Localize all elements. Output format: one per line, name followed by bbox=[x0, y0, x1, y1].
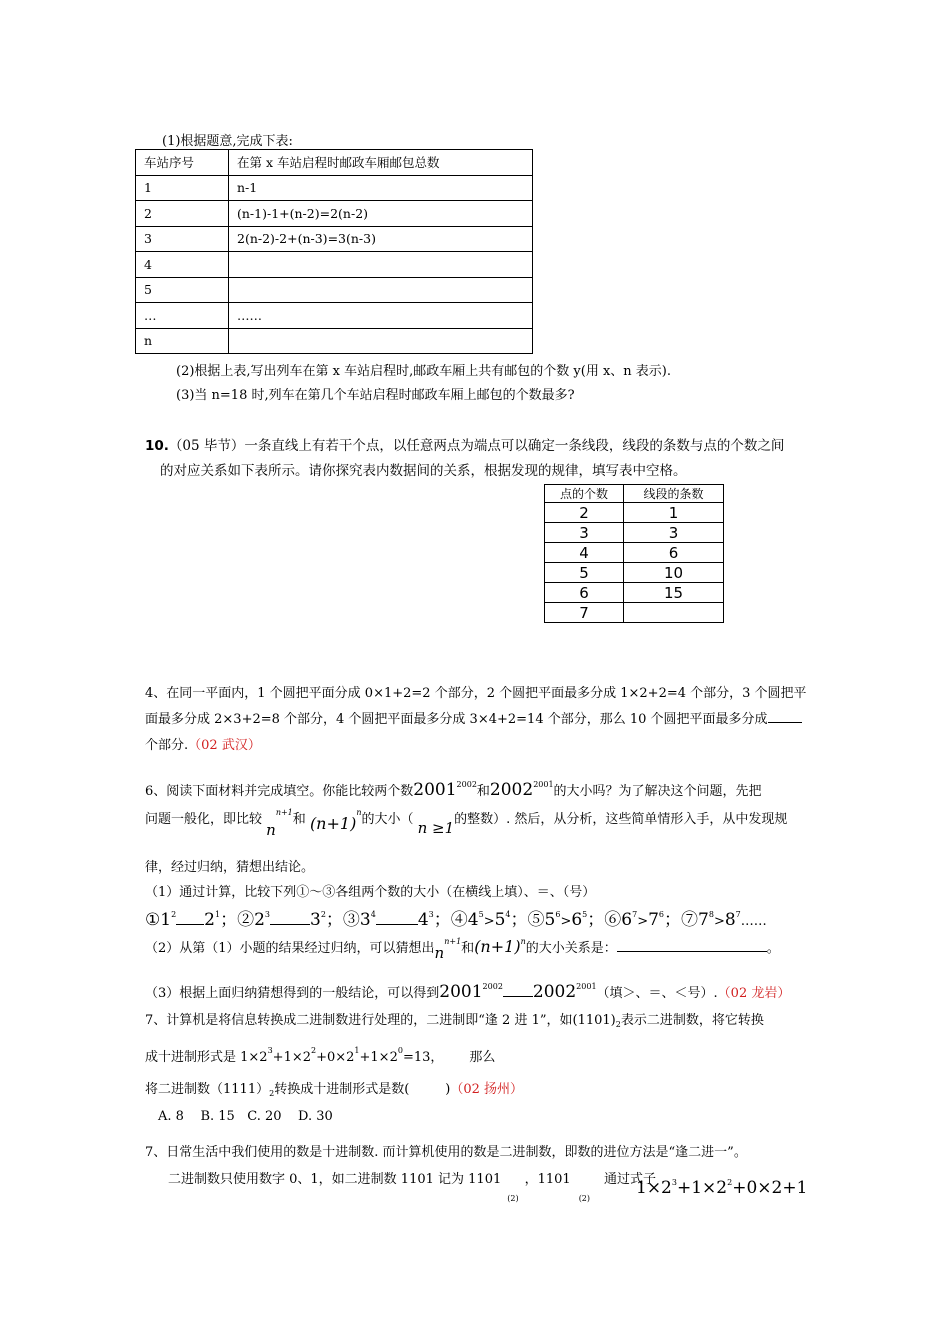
q6-part1: （1）通过计算，比较下列①～③各组两个数的大小（在横线上填）、＝、（号） bbox=[145, 885, 596, 900]
comparison-3 bbox=[325, 910, 434, 930]
table-row bbox=[136, 303, 533, 329]
table-cell: 5 bbox=[545, 563, 624, 583]
table-header-cell: 车站序号 bbox=[136, 150, 229, 176]
q7b-sub1: (2) bbox=[507, 1194, 519, 1203]
comparison-7 bbox=[664, 910, 741, 930]
table-cell: 7 bbox=[545, 603, 624, 623]
table-cell: n bbox=[136, 328, 229, 354]
q7b-fe2: 2 bbox=[727, 1178, 733, 1187]
c4-right-exp: 4 bbox=[505, 910, 511, 919]
table-cell bbox=[229, 328, 533, 354]
c6-gt: > bbox=[637, 914, 649, 929]
c4-exp: 5 bbox=[478, 910, 484, 919]
q7a-line2-b: +1×2 bbox=[272, 1050, 311, 1065]
q7a-line2-d: +1×2 bbox=[359, 1050, 398, 1065]
q6-line3: 律，经过归纳，猜想出结论。 bbox=[145, 860, 315, 875]
table-cell: n-1 bbox=[229, 175, 533, 201]
table-cell: 1 bbox=[624, 503, 724, 523]
c1-right-exp: 1 bbox=[214, 910, 221, 919]
q6-and: 和 bbox=[476, 784, 490, 799]
q6-p3-exp1: 2002 bbox=[482, 982, 503, 991]
c4-base: ；④4 bbox=[433, 910, 479, 930]
comparison-6 bbox=[587, 910, 665, 930]
c7-right: 8 bbox=[724, 910, 736, 930]
c3-right-exp: 3 bbox=[428, 910, 434, 919]
q7a-line2-c: +0×2 bbox=[316, 1050, 355, 1065]
q6-source: （02 龙岩） bbox=[717, 986, 791, 1001]
c5-right: 6 bbox=[571, 910, 583, 930]
q6-exp2: 2001 bbox=[533, 780, 554, 789]
q7a-line3 bbox=[145, 1078, 523, 1097]
q7b-comma: ，1101 bbox=[524, 1172, 571, 1187]
q7a-line3-sub: 2 bbox=[269, 1089, 275, 1098]
q9-part1: (1)根据题意,完成下表: bbox=[162, 134, 293, 149]
c6-right-exp: 6 bbox=[658, 910, 665, 919]
c7-exp: 8 bbox=[708, 910, 714, 919]
table-cell: 1 bbox=[136, 175, 229, 201]
q7a-line3-a: 将二进制数（1111） bbox=[145, 1082, 270, 1097]
q6-n1paren: (n+1) bbox=[309, 814, 357, 833]
c3-exp: 4 bbox=[370, 910, 376, 919]
c2-right: 3 bbox=[310, 910, 321, 930]
c4-gt: > bbox=[483, 914, 495, 929]
q6-part2-blank[interactable] bbox=[617, 951, 767, 952]
table-cell: 3 bbox=[624, 523, 724, 543]
table-row bbox=[545, 603, 724, 623]
c-ellipsis: …… bbox=[740, 914, 767, 929]
q4-line1: 4、在同一平面内，1 个圆把平面分成 0×1+2=2 个部分，2 个圆把平面最多分成 1×2+2=4 个部分，3 个圆把平 bbox=[145, 686, 807, 701]
c5-gt: > bbox=[560, 914, 572, 929]
table-row bbox=[545, 583, 724, 603]
q7b-formula bbox=[636, 1178, 807, 1198]
q6-p3-exp2: 2001 bbox=[576, 982, 597, 991]
q7b-line2-b: 通过式子 bbox=[604, 1172, 657, 1187]
points-segments-table bbox=[544, 484, 724, 623]
table-header-cell: 在第 x 车站启程时邮政车厢邮包总数 bbox=[229, 150, 533, 176]
c5-base: ；⑤5 bbox=[510, 910, 556, 930]
c6-exp: 7 bbox=[632, 910, 638, 919]
q7a-line1-tail: 表示二进制数，将它转换 bbox=[620, 1013, 764, 1028]
table-cell: 6 bbox=[545, 583, 624, 603]
q10-text1: （05 毕节）一条直线上有若干个点，以任意两点为端点可以确定一条线段，线段的条数与点的个数之间 bbox=[168, 438, 785, 454]
c3-right: 4 bbox=[417, 910, 429, 930]
c5-exp: 6 bbox=[555, 910, 561, 919]
q7a-line2-a: 成十进制形式是 1×2 bbox=[145, 1050, 268, 1065]
table-cell: 2 bbox=[545, 503, 624, 523]
comparison-3-blank[interactable] bbox=[376, 924, 418, 925]
q4-line3-text: 个部分. bbox=[145, 738, 189, 753]
c5-right-exp: 5 bbox=[582, 910, 588, 919]
q6-part3-blank[interactable] bbox=[503, 996, 533, 997]
table-row bbox=[136, 277, 533, 303]
table-cell bbox=[229, 277, 533, 303]
q7a-line2 bbox=[145, 1046, 495, 1065]
table-cell: (n-1)-1+(n-2)=2(n-2) bbox=[229, 201, 533, 227]
q6-line1 bbox=[145, 780, 762, 800]
table-cell: 2(n-2)-2+(n-3)=3(n-3) bbox=[229, 226, 533, 252]
q7a-e2: 2 bbox=[311, 1046, 317, 1055]
c7-base: ；⑦7 bbox=[664, 910, 709, 930]
q6-line2-text: 问题一般化，即比较 bbox=[145, 812, 263, 827]
q7b-formula-c: +0×2+1 bbox=[732, 1178, 808, 1198]
table-cell: 3 bbox=[136, 226, 229, 252]
comparison-2 bbox=[220, 910, 326, 930]
table-header-cell: 线段的条数 bbox=[624, 485, 724, 503]
table-cell: 10 bbox=[624, 563, 724, 583]
q6-line1-tail: 的大小吗？为了解决这个问题，先把 bbox=[553, 784, 762, 799]
q10-line1 bbox=[145, 434, 784, 454]
table-header-row bbox=[136, 150, 533, 176]
q7a-e1: 1 bbox=[354, 1046, 360, 1055]
q7a-options: A. 8 B. 15 C. 20 D. 30 bbox=[158, 1109, 333, 1124]
table-row bbox=[136, 175, 533, 201]
q6-line2-tail: 的整数）. 然后，从分析，这些简单情形入手，从中发现规 bbox=[454, 812, 788, 827]
table-row bbox=[136, 328, 533, 354]
table-row bbox=[545, 563, 724, 583]
q7b-formula-b: +1×2 bbox=[676, 1178, 728, 1198]
table-cell bbox=[624, 603, 724, 623]
table-row bbox=[136, 226, 533, 252]
q6-p2-and: 和 bbox=[461, 941, 475, 956]
q6-and2: 和 bbox=[292, 812, 306, 827]
q10-line2: 的对应关系如下表所示。请你探究表内数据间的关系，根据发现的规律，填写表中空格。 bbox=[160, 463, 687, 479]
q7a-e3: 3 bbox=[267, 1046, 273, 1055]
q6-part3-text: （3）根据上面归纳猜想得到的一般结论，可以得到 bbox=[145, 986, 440, 1001]
table-row bbox=[545, 503, 724, 523]
q7a-line2-e: =13， bbox=[402, 1050, 444, 1065]
q6-p3-base2: 2002 bbox=[532, 982, 577, 1002]
q6-part2-period: 。 bbox=[766, 941, 780, 956]
table-cell: 5 bbox=[136, 277, 229, 303]
q6-base2: 2002 bbox=[489, 780, 534, 800]
q7b-formula-a: 1×2 bbox=[636, 1178, 672, 1198]
c1-exp: 2 bbox=[171, 910, 177, 919]
q4-line2 bbox=[145, 708, 802, 727]
q4-source: （02 武汉） bbox=[188, 738, 261, 753]
q7a-source: （02 扬州） bbox=[450, 1082, 524, 1097]
c1-right: 2 bbox=[204, 910, 215, 930]
table-row bbox=[545, 523, 724, 543]
q7b-line2-a: 二进制数只使用数字 0、1，如二进制数 1101 记为 1101 bbox=[168, 1172, 502, 1187]
table-row bbox=[545, 543, 724, 563]
comparison-1-blank[interactable] bbox=[176, 924, 204, 925]
table-row bbox=[136, 252, 533, 278]
q9-part3: (3)当 n=18 时,列车在第几个车站启程时邮政车厢上邮包的个数最多? bbox=[176, 388, 575, 403]
table-cell: 4 bbox=[545, 543, 624, 563]
q6-p2-n-exp: n bbox=[520, 937, 526, 946]
c1-base: ①1 bbox=[145, 910, 172, 930]
q9-part2: (2)根据上表,写出列车在第 x 车站启程时,邮政车厢上共有邮包的个数 y(用 x、n 表示). bbox=[176, 364, 671, 379]
q7b-line1: 7、日常生活中我们使用的数是十进制数. 而计算机使用的数是二进制数，即数的进位方法是“逢二进一”。 bbox=[145, 1145, 747, 1160]
q7a-sub2: 2 bbox=[615, 1020, 621, 1029]
q4-answer-blank[interactable] bbox=[768, 722, 802, 723]
table-cell: … bbox=[136, 303, 229, 329]
q6-n: n bbox=[266, 821, 276, 839]
q6-comparisons bbox=[145, 905, 767, 930]
c2-right-exp: 2 bbox=[320, 910, 326, 919]
q7a-line1 bbox=[145, 1009, 764, 1028]
q7b-sub2: (2) bbox=[578, 1194, 591, 1203]
q6-condition: n ≥1 bbox=[417, 819, 455, 837]
q6-p2-np1: n+1 bbox=[444, 937, 462, 946]
table-cell: 2 bbox=[136, 201, 229, 227]
q4-line2-text: 面最多分成 2×3+2=8 个部分，4 个圆把平面最多分成 3×4+2=14 个部分，那么 10 个圆把平面最多分成 bbox=[145, 712, 768, 727]
q7a-line1-text: 7、计算机是将信息转换成二进制数进行处理的，二进制即“逢 2 进 1”，如(1101) bbox=[145, 1013, 616, 1028]
q7a-line3-c: ) bbox=[445, 1082, 451, 1097]
q6-part3-tail: （填＞、＝、＜号）. bbox=[596, 986, 718, 1001]
q7a-line3-b: 转换成十进制形式是数( bbox=[274, 1082, 410, 1097]
comparison-2-blank[interactable] bbox=[270, 924, 310, 925]
c3-base: ；③3 bbox=[325, 910, 371, 930]
table-header-cell: 点的个数 bbox=[545, 485, 624, 503]
q6-line1-text: 6、阅读下面材料并完成填空。你能比较两个数 bbox=[145, 784, 414, 799]
q6-np1: n+1 bbox=[275, 808, 293, 817]
c2-base: ；②2 bbox=[220, 910, 265, 930]
table-cell: 3 bbox=[545, 523, 624, 543]
table-cell: 6 bbox=[624, 543, 724, 563]
station-mailbag-table bbox=[135, 149, 533, 354]
q6-base1: 2001 bbox=[413, 780, 457, 800]
q7a-then: 那么 bbox=[469, 1050, 496, 1065]
table-cell: 4 bbox=[136, 252, 229, 278]
c2-exp: 3 bbox=[264, 910, 270, 919]
table-header-row bbox=[545, 485, 724, 503]
table-cell: …… bbox=[229, 303, 533, 329]
q6-n-exp: n bbox=[356, 808, 362, 817]
q10-number: 10. bbox=[145, 438, 169, 454]
c4-right: 5 bbox=[494, 910, 506, 930]
c7-right-exp: 7 bbox=[735, 910, 741, 919]
comparison-1 bbox=[145, 910, 221, 930]
comparison-4 bbox=[433, 910, 511, 930]
q6-part3 bbox=[145, 982, 790, 1002]
c6-base: ；⑥6 bbox=[587, 910, 633, 930]
q6-p2-n: n bbox=[434, 944, 445, 962]
c7-gt: > bbox=[713, 914, 725, 929]
q6-part2-text: （2）从第（1）小题的结果经过归纳，可以猜想出 bbox=[145, 941, 435, 956]
q6-part2-mid: 的大小关系是： bbox=[525, 941, 617, 956]
q6-line2-mid: 的大小（ bbox=[361, 812, 414, 827]
q6-line2 bbox=[145, 808, 788, 839]
q7b-line2 bbox=[168, 1168, 657, 1203]
q4-line3 bbox=[145, 734, 261, 753]
q6-exp1: 2002 bbox=[456, 780, 477, 789]
table-cell bbox=[229, 252, 533, 278]
c6-right: 7 bbox=[648, 910, 659, 930]
comparison-5 bbox=[510, 910, 588, 930]
q6-p3-base1: 2001 bbox=[439, 982, 483, 1002]
q6-part2 bbox=[145, 937, 780, 962]
q7b-fe3: 3 bbox=[671, 1178, 677, 1187]
q6-p2-n1paren: (n+1) bbox=[474, 937, 521, 956]
table-cell: 15 bbox=[624, 583, 724, 603]
q7a-e0: 0 bbox=[397, 1046, 403, 1055]
table-row bbox=[136, 201, 533, 227]
